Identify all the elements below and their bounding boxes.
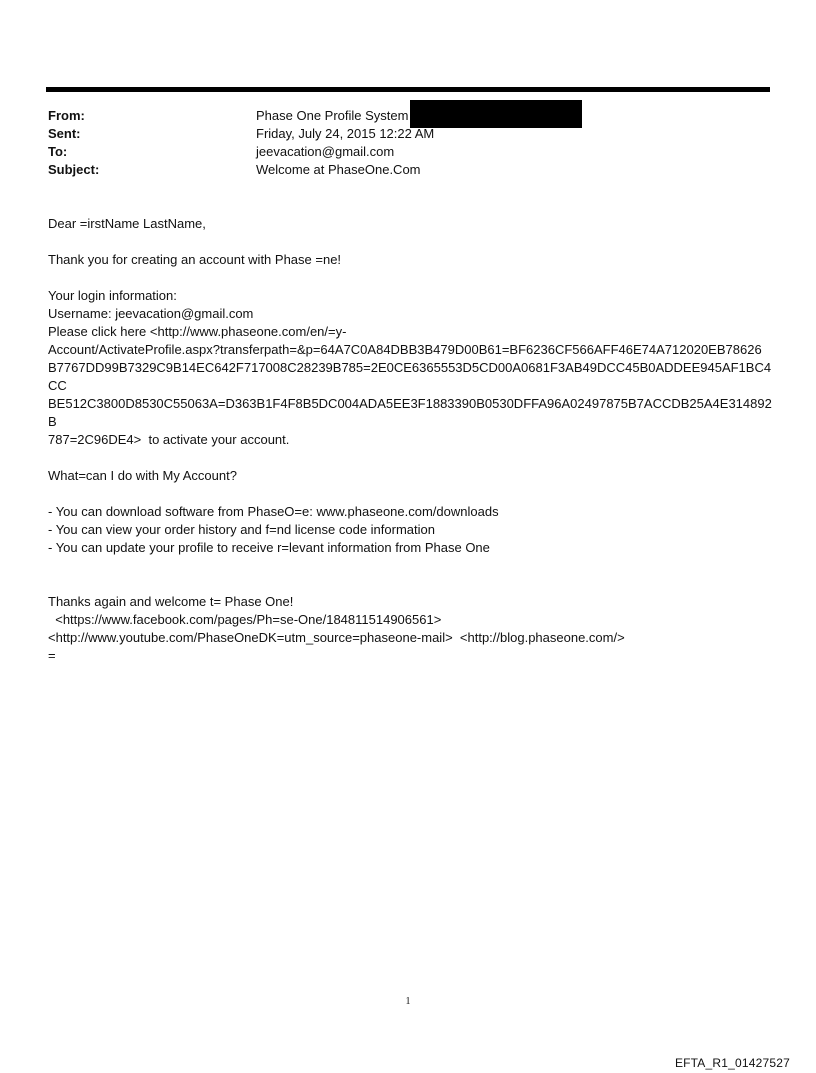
redaction-box xyxy=(410,100,582,128)
activation-link-line-3[interactable]: B7767DD99B7329C9B14EC642F717008C28239B785=2E0CE6365553D5CD00A0681F3AB49DCC45B0ADDEE945AF1BC4CC xyxy=(48,360,772,393)
list-item: - You can download software from PhaseO=e: www.phaseone.com/downloads xyxy=(48,504,499,519)
to-value: jeevacation@gmail.com xyxy=(256,144,395,159)
header-divider xyxy=(46,87,770,92)
thanks-paragraph: Thank you for creating an account with Phase =ne! xyxy=(48,252,342,267)
list-item: - You can view your order history and f=nd license code information xyxy=(48,522,435,537)
sent-value: Friday, July 24, 2015 12:22 AM xyxy=(256,126,435,141)
greeting: Dear =irstName LastName, xyxy=(48,216,206,231)
sent-row xyxy=(48,125,768,143)
trailing-char: = xyxy=(48,648,56,663)
bates-number: EFTA_R1_01427527 xyxy=(674,1056,790,1070)
subject-value: Welcome at PhaseOne.Com xyxy=(256,162,421,177)
from-row xyxy=(48,107,768,125)
sent-label: Sent: xyxy=(48,126,81,141)
list-item: - You can update your profile to receive r=levant information from Phase One xyxy=(48,540,490,555)
to-label: To: xyxy=(48,144,68,159)
from-sender: Phase One Profile System xyxy=(256,108,409,123)
login-heading: Your login information: xyxy=(48,288,177,303)
to-row xyxy=(48,143,768,161)
email-header xyxy=(48,107,768,179)
facebook-link[interactable]: <https://www.facebook.com/pages/Ph=se-One/184811514906561> xyxy=(48,612,442,627)
youtube-blog-links[interactable]: <http://www.youtube.com/PhaseOneDK=utm_source=phaseone-mail> <http://blog.phaseone.com/> xyxy=(48,630,625,645)
username-line: Username: jeevacation@gmail.com xyxy=(48,306,254,321)
email-body xyxy=(48,215,773,665)
activation-link-line-5[interactable]: 787=2C96DE4> to activate your account. xyxy=(48,432,290,447)
page-number: 1 xyxy=(405,996,411,1007)
activation-link-line-1[interactable]: Please click here <http://www.phaseone.com/en/=y- xyxy=(48,324,347,339)
what-heading: What=can I do with My Account? xyxy=(48,468,237,483)
activation-link-line-4[interactable]: BE512C3800D8530C55063A=D363B1F4F8B5DC004ADA5EE3F1883390B0530DFFA96A02497875B7ACCDB25A4E314892B xyxy=(48,396,772,429)
from-label: From: xyxy=(48,108,85,123)
subject-label: Subject: xyxy=(48,162,100,177)
closing-line: Thanks again and welcome t= Phase One! xyxy=(48,594,294,609)
from-value xyxy=(256,107,408,125)
activation-link-line-2[interactable]: Account/ActivateProfile.aspx?transferpath=&p=64A7C0A84DBB3B479D00B61=BF6236CF566AFF46E74A712020EB78626 xyxy=(48,342,762,357)
subject-row xyxy=(48,161,768,179)
